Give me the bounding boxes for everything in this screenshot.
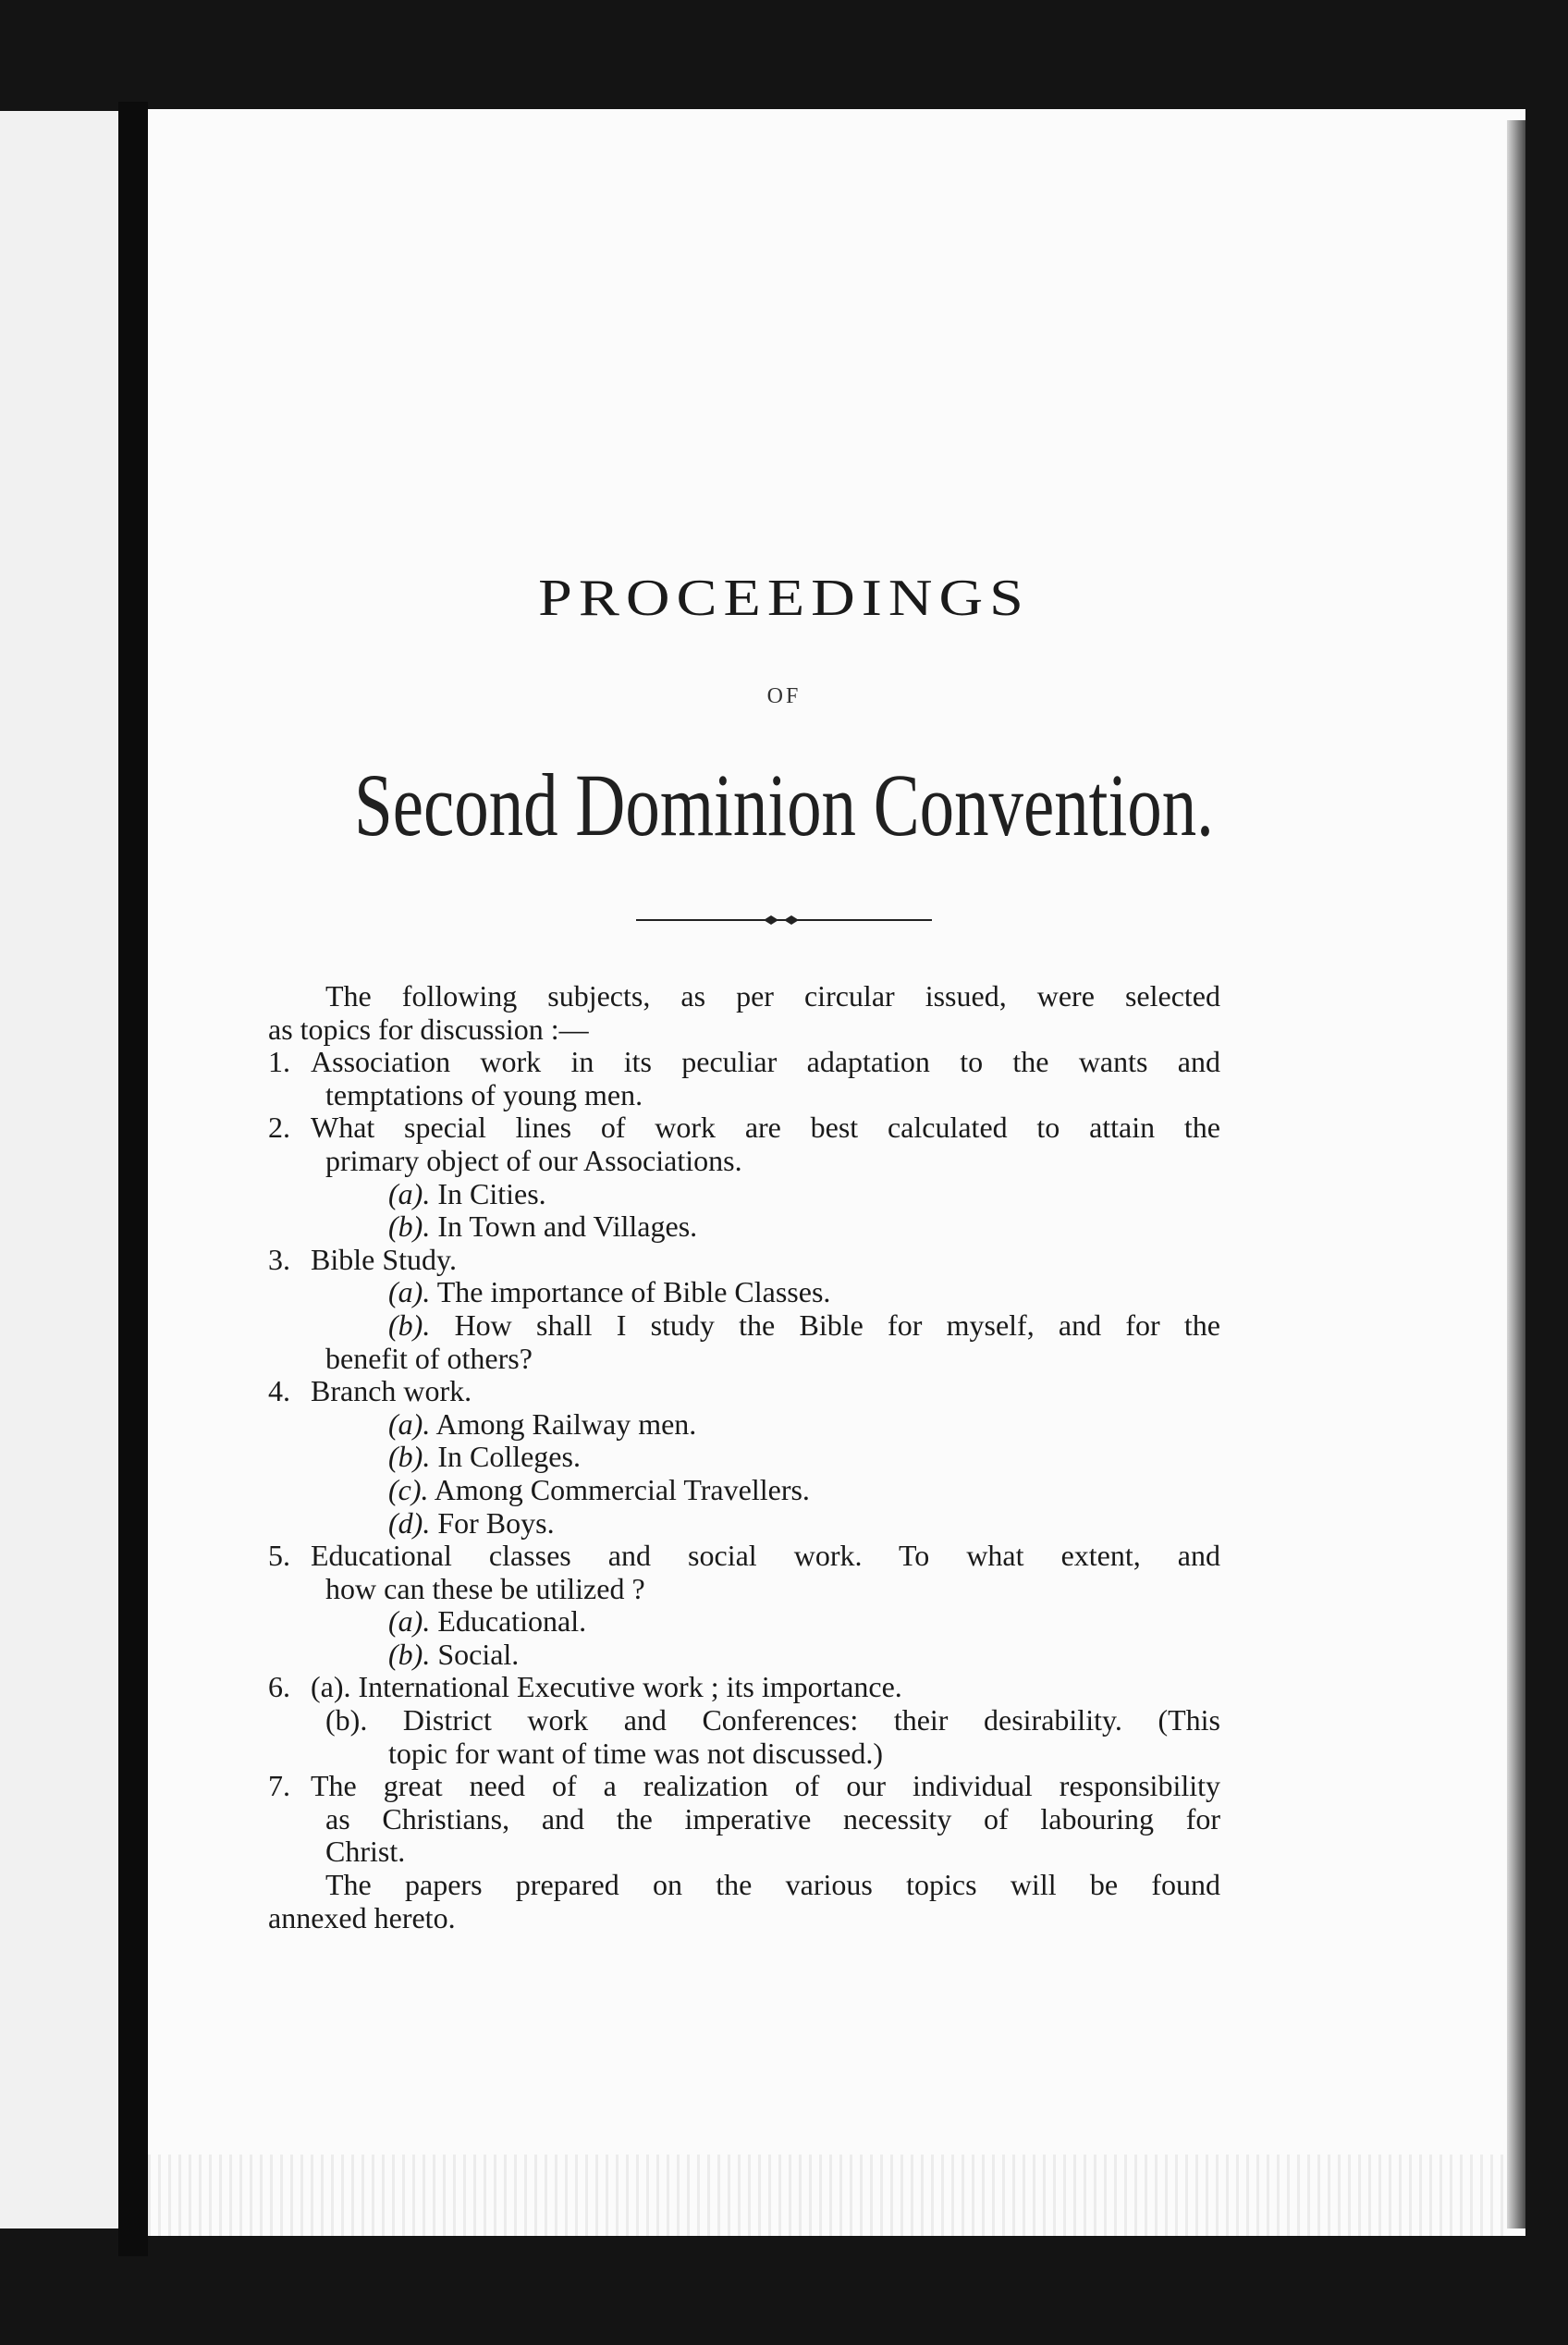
topics-text [268,980,1220,1934]
subtopic: (c). Among Commercial Travellers. [388,1472,810,1506]
topic-text: The great need of a realization of our individual responsibility [311,1769,1220,1803]
topic-text: Association work in its peculiar adaptation to the wants and [311,1045,1220,1079]
ornamental-divider [0,914,1568,927]
topic-2-cont: primary object of our Associations. [325,1143,742,1177]
book-gutter [118,102,148,2256]
topic-7-cont: as Christians, and the imperative necessity of labouring for [325,1801,1220,1835]
subtopic: (a). The importance of Bible Classes. [388,1275,831,1309]
topic-text: Bible Study. [311,1242,457,1276]
topic-1-cont: temptations of young men. [325,1077,643,1111]
subtopic: (d). For Boys. [388,1505,555,1540]
topic-number: 2. [268,1111,290,1145]
topic-text: Branch work. [311,1374,472,1408]
divider-rule-icon [636,914,932,927]
intro-line-1: The following subjects, as per circular issued, were selected [325,979,1220,1013]
topic-6 [268,1671,1220,1704]
topic-number: 5. [268,1539,290,1573]
topic-number: 3. [268,1242,290,1276]
topic-text: Educational classes and social work. To what extent, and [311,1539,1220,1573]
subtopic: (b). How shall I study the Bible for myself, and for the [388,1308,1221,1342]
topic-2 [268,1111,1220,1145]
topic-text: (a). International Executive work ; its importance. [311,1670,902,1704]
topic-number: 1. [268,1045,290,1079]
left-page-edge [0,111,118,2228]
topic-6-note: topic for want of time was not discussed.) [388,1736,883,1770]
topic-6-cont: (b). District work and Conferences: their desirability. (This [325,1703,1220,1737]
intro-line-2: as topics for discussion :— [268,1012,589,1046]
topic-7 [268,1770,1220,1803]
topic-1 [268,1046,1220,1079]
topic-3 [268,1244,1220,1277]
topic-5-cont: how can these be utilized ? [325,1571,645,1605]
topic-number: 4. [268,1374,290,1408]
title-of: OF [766,684,802,708]
topic-number: 7. [268,1769,290,1803]
closing-line-2: annexed hereto. [268,1900,456,1934]
topic-3-cont: benefit of others? [325,1341,533,1375]
topic-7-cont: Christ. [325,1835,406,1869]
topic-text: What special lines of work are best calculated to attain the [311,1111,1220,1145]
topic-5 [268,1540,1220,1573]
page-title: PROCEEDINGS [538,569,1030,627]
subtopic: (b). In Town and Villages. [388,1209,698,1244]
closing-line-1: The papers prepared on the various topics will be found [325,1868,1220,1902]
topic-4 [268,1375,1220,1408]
subtopic: (b). Social. [388,1637,520,1671]
subtopic: (a). In Cities. [388,1176,546,1210]
page-subtitle: Second Dominion Convention. [354,755,1214,854]
subtopic: (a). Among Railway men. [388,1406,697,1441]
topic-number: 6. [268,1670,290,1704]
scan-noise [148,2155,1507,2238]
subtopic: (b). In Colleges. [388,1440,581,1474]
subtopic: (a). Educational. [388,1604,587,1639]
page-right-edge [1507,120,1525,2228]
